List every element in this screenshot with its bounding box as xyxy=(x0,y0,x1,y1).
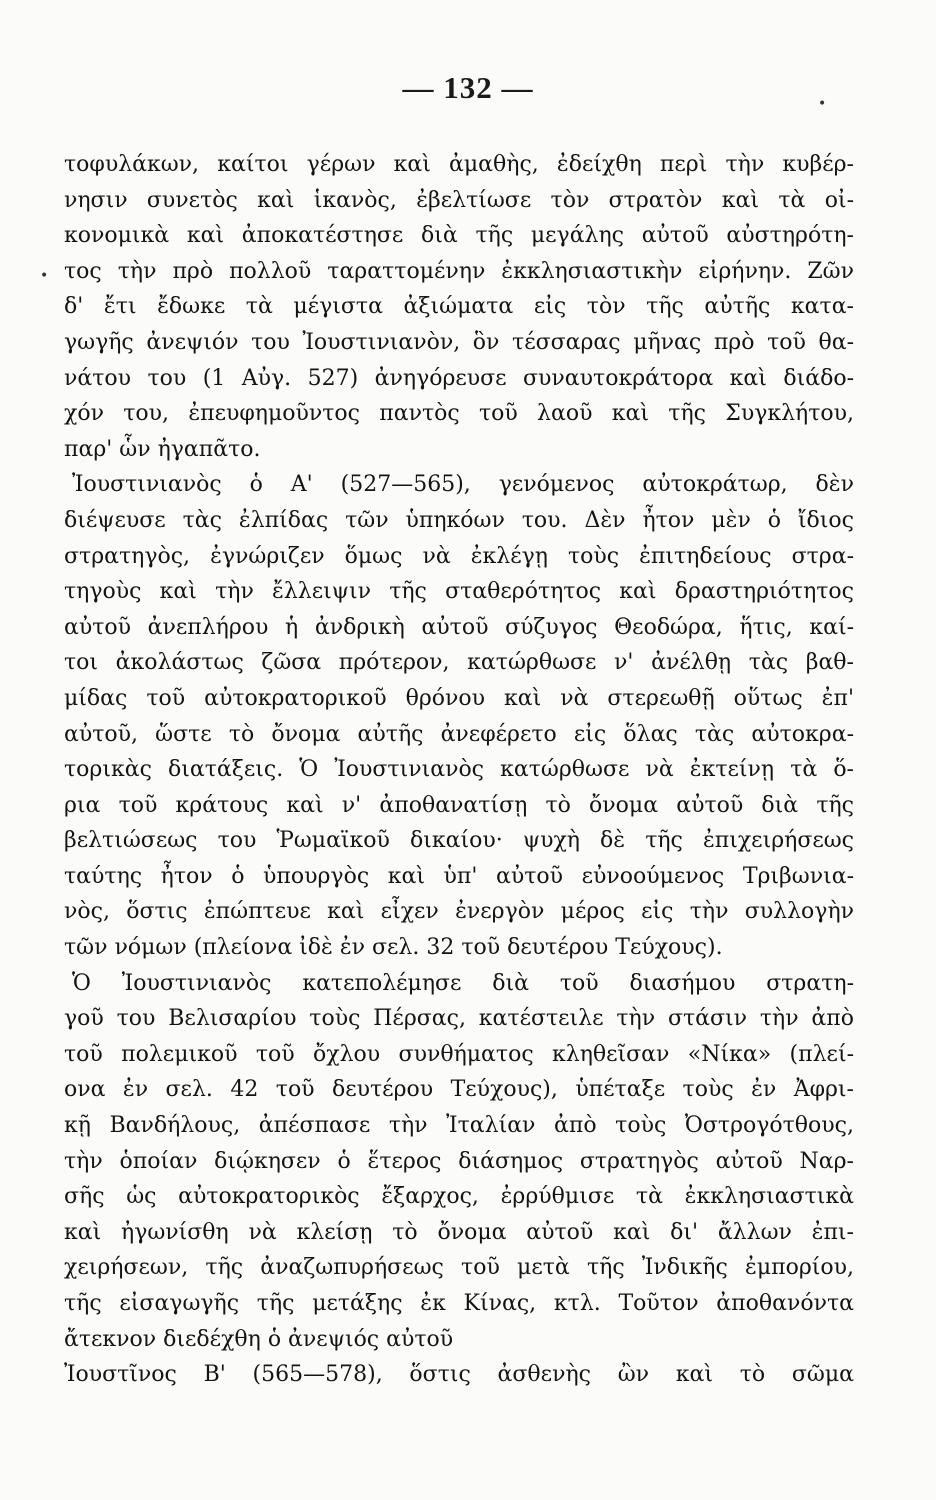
text-line: νὸς, ὅστις ἐπώπτευε καὶ εἶχεν ἐνεργὸν μέρος εἰς τὴν συλλογὴν xyxy=(64,899,854,925)
text-line: κῇ Βανδήλους, ἀπέσπασε τὴν Ἰταλίαν ἀπὸ τοὺς Ὀστρογότθους, xyxy=(64,1113,854,1139)
text-line: τοφυλάκων, καίτοι γέρων καὶ ἀμαθὴς, ἐδείχθη περὶ τὴν κυβέρ- xyxy=(64,152,854,177)
text-line: τοι ἀκολάστως ζῶσα πρότερον, κατώρθωσε ν' ἀνέλθῃ τὰς βαθ- xyxy=(64,650,854,676)
text-line: χόν του, ἐπευφημοῦντος παντὸς τοῦ λαοῦ καὶ τῆς Συγκλήτου, xyxy=(64,401,854,427)
margin-dot: • xyxy=(40,268,49,284)
text-line: διέψευσε τὰς ἐλπίδας τῶν ὑπηκόων του. Δὲν ἦτον μὲν ὁ ἴδιος xyxy=(64,507,854,533)
text-line: γωγῆς ἀνεψιόν του Ἰουστινιανὸν, ὃν τέσσαρας μῆνας πρὸ τοῦ θα- xyxy=(64,329,854,355)
text-line: τορικὰς διατάξεις. Ὁ Ἰουστινιανὸς κατώρθωσε νὰ ἐκτείνῃ τὰ ὅ- xyxy=(64,757,854,783)
text-line: παρ' ὧν ἠγαπᾶτο. xyxy=(64,436,261,462)
text-line: νησιν συνετὸς καὶ ἱκανὸς, ἐβελτίωσε τὸν στρατὸν καὶ τὰ οἰ- xyxy=(64,187,854,213)
text-line: βελτιώσεως του Ῥωμαϊκοῦ δικαίου· ψυχὴ δὲ τῆς ἐπιχειρήσεως xyxy=(64,828,854,854)
text-line: αὐτοῦ, ὥστε τὸ ὄνομα αὐτῆς ἀνεφέρετο εἰς ὅλας τὰς αὐτοκρα- xyxy=(64,721,854,747)
text-line: τῆς εἰσαγωγῆς τῆς μετάξης ἐκ Κίνας, κτλ. Τοῦτον ἀποθανόντα xyxy=(64,1291,854,1316)
text-line: ταύτης ἦτον ὁ ὑπουργὸς καὶ ὑπ' αὐτοῦ εὐνοούμενος Τριβωνια- xyxy=(64,863,854,889)
text-line: Ἰουστινιανὸς ὁ Α' (527—565), γενόμενος αὐτοκράτωρ, δὲν xyxy=(72,472,854,498)
text-line: καὶ ἠγωνίσθη νὰ κλείσῃ τὸ ὄνομα αὐτοῦ καὶ δι' ἄλλων ἐπι- xyxy=(64,1219,854,1245)
text-line: τοῦ πολεμικοῦ τοῦ ὄχλου συνθήματος κληθεῖσαν «Νίκα» (πλεί- xyxy=(64,1041,854,1067)
text-line: ρια τοῦ κράτους καὶ ν' ἀποθανατίσῃ τὸ ὄνομα αὐτοῦ διὰ τῆς xyxy=(64,792,854,818)
text-line: ονα ἐν σελ. 42 τοῦ δευτέρου Τεύχους), ὑπέταξε τοὺς ἐν Ἀφρι- xyxy=(64,1077,854,1103)
text-line: σῆς ὡς αὐτοκρατορικὸς ἔξαρχος, ἐρρύθμισε τὰ ἐκκλησιαστικὰ xyxy=(64,1184,854,1210)
text-line: Ὁ Ἰουστινιανὸς κατεπολέμησε διὰ τοῦ διασήμου στρατη- xyxy=(72,970,854,996)
text-line: δ' ἔτι ἔδωκε τὰ μέγιστα ἀξιώματα εἰς τὸν τῆς αὐτῆς κατα- xyxy=(64,294,854,320)
body-text xyxy=(64,147,854,1393)
text-line: τος τὴν πρὸ πολλοῦ ταραττομένην ἐκκλησιαστικὴν εἰρήνην. Ζῶν xyxy=(64,258,854,284)
text-line: χειρήσεων, τῆς ἀναζωπυρήσεως τοῦ μετὰ τῆς Ἰνδικῆς ἐμπορίου, xyxy=(64,1255,854,1281)
text-line: μίδας τοῦ αὐτοκρατορικοῦ θρόνου καὶ νὰ στερεωθῇ οὕτως ἐπ' xyxy=(64,685,854,711)
text-line: νάτου του (1 Αὐγ. 527) ἀνηγόρευσε συναυτοκράτορα καὶ διάδο- xyxy=(64,365,854,391)
text-line: αὐτοῦ ἀνεπλήρου ἡ ἀνδρικὴ αὐτοῦ σύζυγος Θεοδώρα, ἥτις, καί- xyxy=(64,614,854,640)
text-line: τὴν ὁποίαν διῴκησεν ὁ ἕτερος διάσημος στρατηγὸς αὐτοῦ Ναρ- xyxy=(64,1148,854,1174)
page-number: — 132 — xyxy=(402,70,534,105)
text-line: Ἰουστῖνος Β' (565—578), ὅστις ἀσθενὴς ὢν καὶ τὸ σῶμα xyxy=(64,1362,854,1388)
text-line: τῶν νόμων (πλείονα ἰδὲ ἐν σελ. 32 τοῦ δευτέρου Τεύχους). xyxy=(64,935,723,961)
text-line: κονομικὰ καὶ ἀποκατέστησε διὰ τῆς μεγάλης αὐτοῦ αὐστηρότη- xyxy=(64,223,854,249)
margin-dot: • xyxy=(818,96,827,112)
text-line: στρατηγὸς, ἐγνώριζεν ὅμως νὰ ἐκλέγῃ τοὺς ἐπιτηδείους στρα- xyxy=(64,543,854,569)
text-line: ἄτεκνον διεδέχθη ὁ ἀνεψιός αὐτοῦ xyxy=(64,1326,454,1352)
text-line: γοῦ του Βελισαρίου τοὺς Πέρσας, κατέστειλε τὴν στάσιν τὴν ἀπὸ xyxy=(64,1006,854,1032)
text-line: τηγοὺς καὶ τὴν ἔλλειψιν τῆς σταθερότητος καὶ δραστηριότητος xyxy=(64,579,854,605)
